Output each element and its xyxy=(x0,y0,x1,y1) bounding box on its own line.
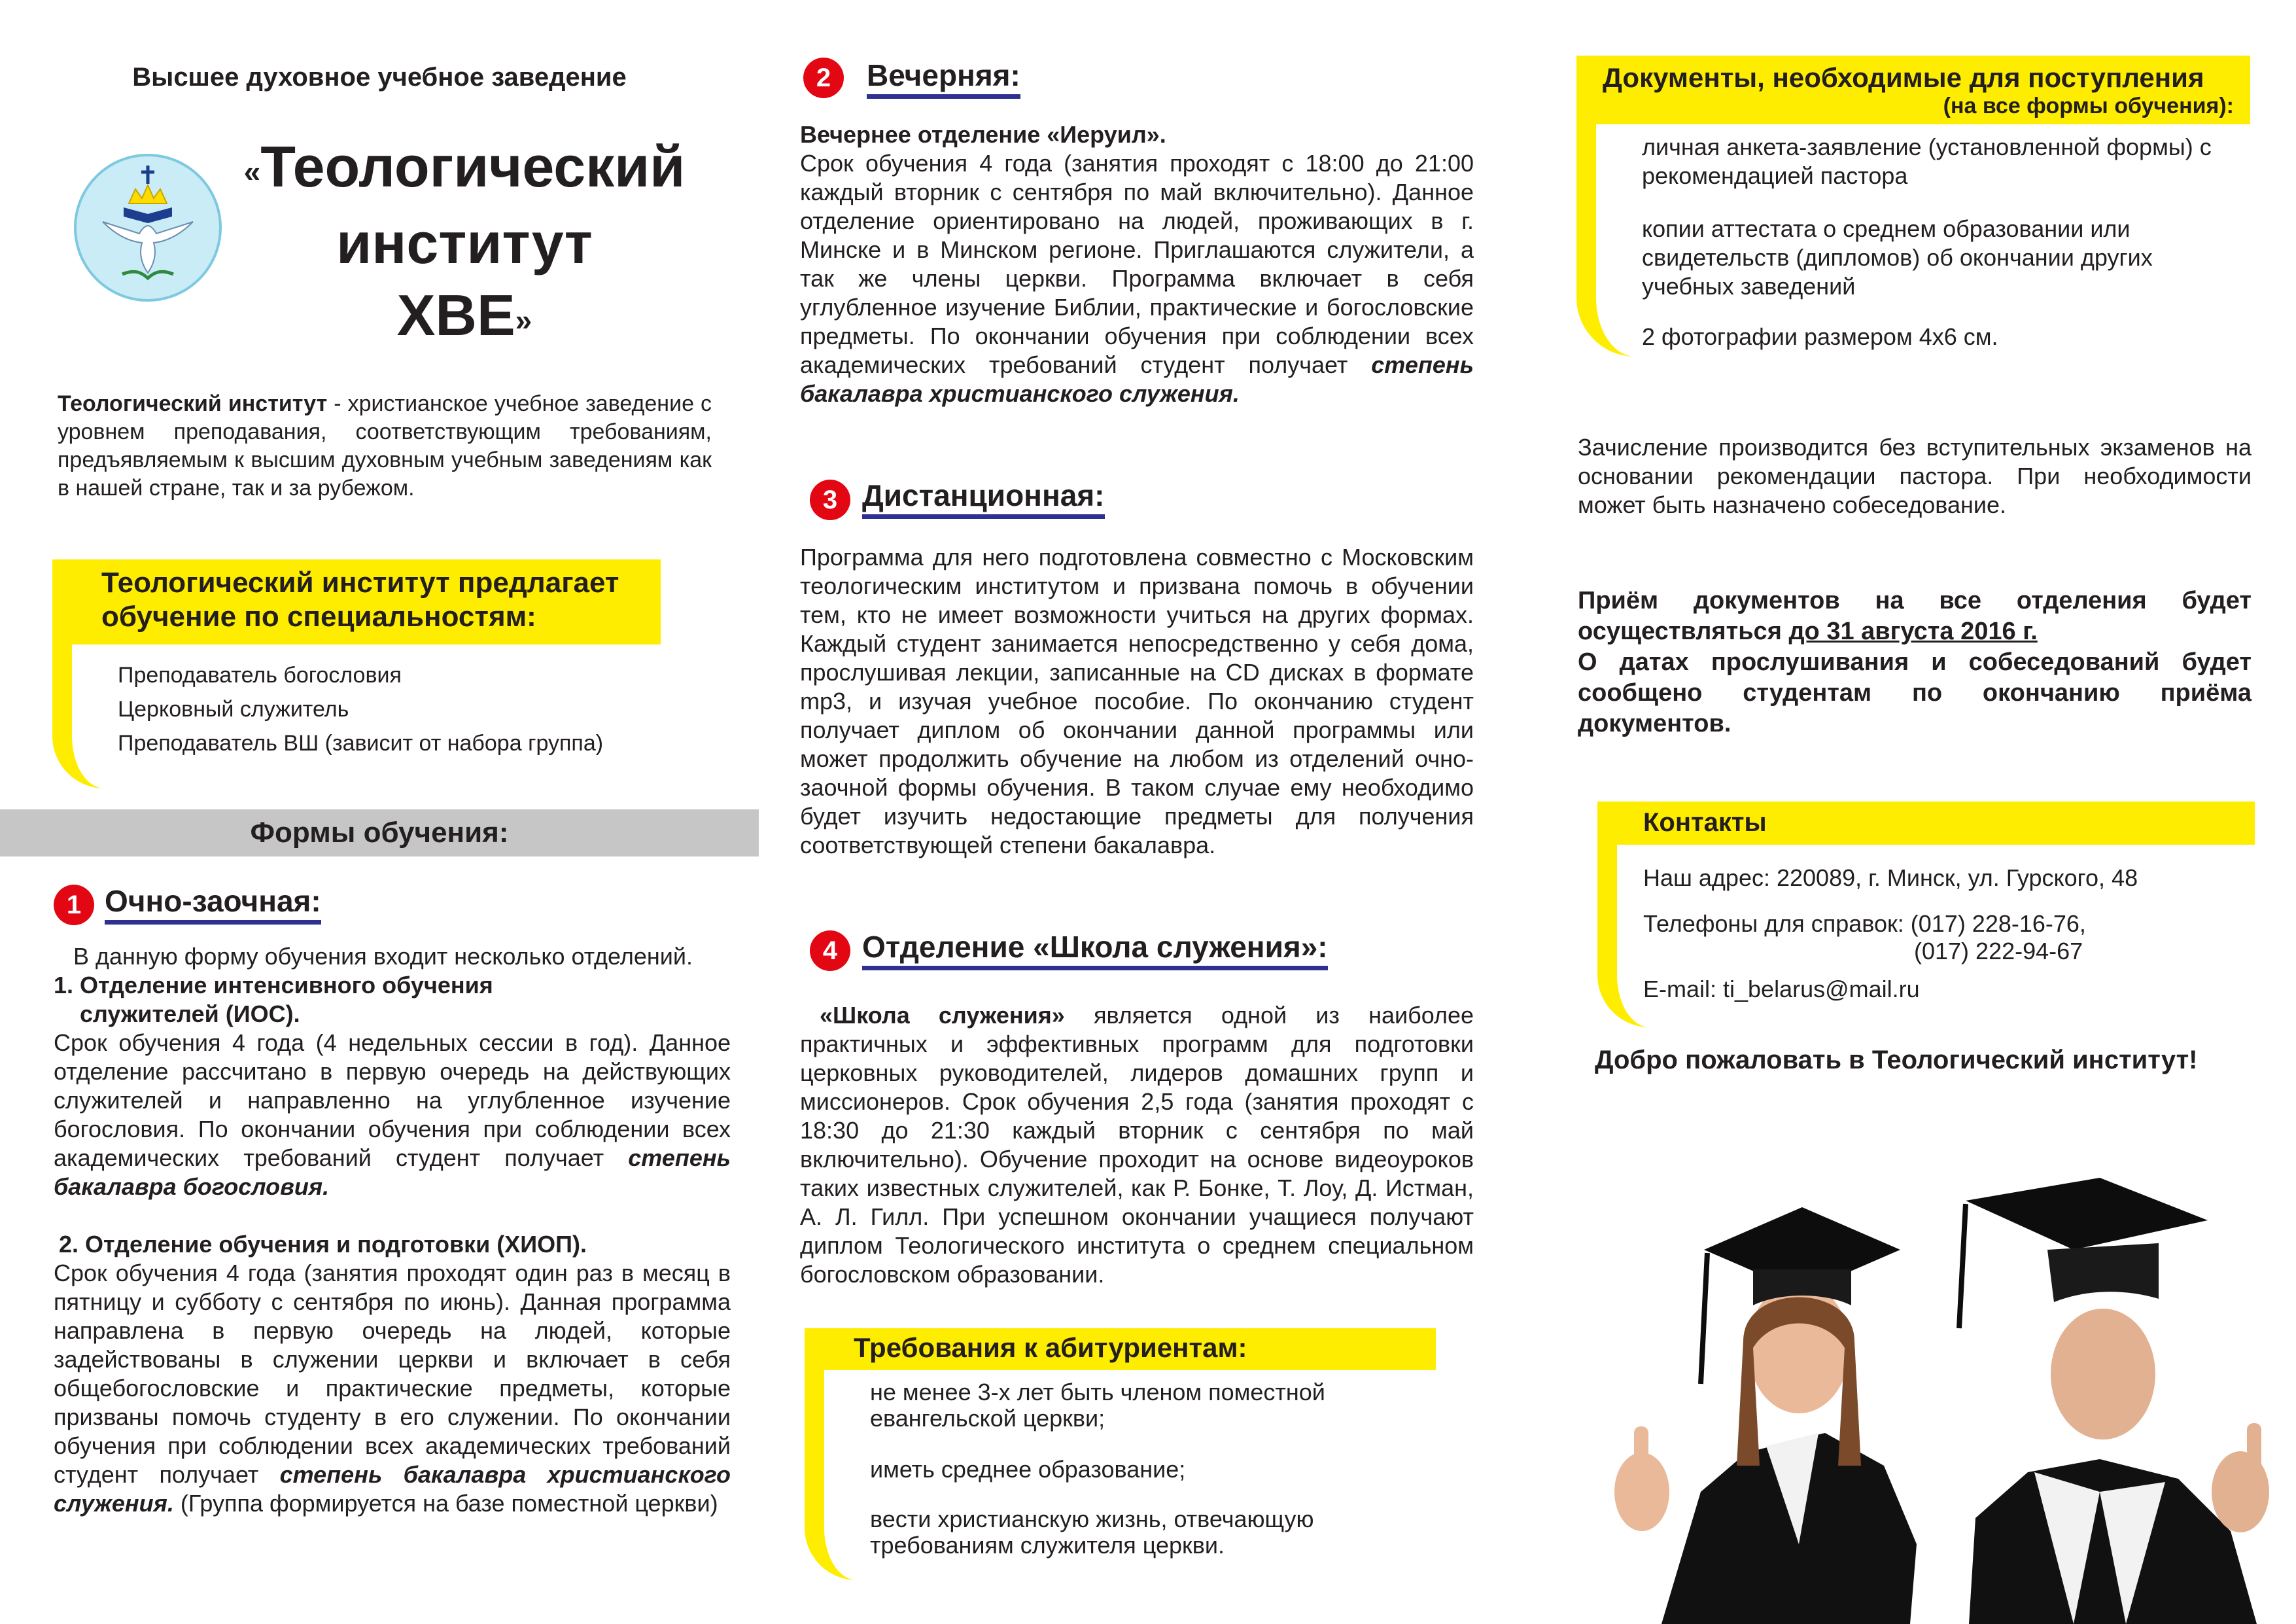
dept2-note: (Группа формируется на базе поместной церкви) xyxy=(173,1490,718,1517)
contact-phones: Телефоны для справок: (017) 228-16-76, xyxy=(1643,910,2086,937)
deadline-text xyxy=(1578,586,2252,647)
dept1-description: Срок обучения 4 года (4 недельных сессии в год). Данное отделение рассчитано в первую очередь на действующих служителей и направленно на углубленное изучение богословия. По окончании обучения при соблюдении всех академических требований студент получает xyxy=(54,1029,731,1171)
dept1-title-line-2: служителей (ИОС). xyxy=(80,1000,300,1027)
contact-address: Наш адрес: 220089, г. Минск, ул. Гурского, 48 xyxy=(1643,864,2138,891)
document-item: копии аттестата о среднем образовании или свидетельств (дипломов) об окончании других учебных заведений xyxy=(1642,215,2153,300)
form4-bold: «Школа служения» xyxy=(820,1002,1065,1029)
requirement-item: вести христианскую жизнь, отвечающую требованиям служителя церкви. xyxy=(870,1506,1314,1559)
dept2-title: 2. Отделение обучения и подготовки (ХИОП). xyxy=(59,1231,587,1258)
dept1-degree: степень бакалавра богословия. xyxy=(54,1144,731,1200)
contact-phone-2: (017) 222-94-67 xyxy=(1914,938,2083,964)
form4-description: является одной из наиболее практичных и эффективных программ для подготовки церковных руководителей, лидеров домашних групп и миссионеров. Срок обучения 2,5 года (занятия проходят с 18:30 до 21:30 каждый вторник с сентября по май включительно). Обучение проходит на основе видеоуроков таких известных служителей, как Р. Бонке, Т. Лоу, Д. Истман, А. Л. Гилл. При успешном окончании учащиеся получают диплом Теологического института о среднем специальном богословском образовании. xyxy=(800,1002,1474,1288)
graduates-photo xyxy=(1603,1125,2283,1624)
requirement-item: не менее 3-х лет быть членом поместной евангельской церкви; xyxy=(870,1379,1325,1432)
dept2-text xyxy=(54,1259,731,1518)
documents-box xyxy=(1576,56,2289,357)
dept2-description: Срок обучения 4 года (занятия проходят один раз в месяц в пятницу и субботу с сентября по июнь). Данная программа направлена в первую очередь на людей, которые задействованы в служении церкви и включает в себя общебогословские и практические предметы, которые призваны помочь студенту в его служении. По окончании обучения при соблюдении всех академических требований студент получает xyxy=(54,1260,731,1488)
form4-text xyxy=(800,1001,1474,1289)
form2-title: Вечерняя: xyxy=(867,58,1020,99)
intro-paragraph xyxy=(58,390,712,503)
document-item: личная анкета-заявление (установленной формы) с рекомендацией пастора xyxy=(1642,133,2212,189)
column-right xyxy=(1518,0,2296,1624)
documents-heading: Документы, необходимые для поступления xyxy=(1603,62,2204,93)
form-number-badge: 3 xyxy=(810,480,850,520)
form-number-badge: 4 xyxy=(810,930,850,971)
title-quote-open: « xyxy=(243,154,261,188)
form3-text: Программа для него подготовлена совместно с Московским теологическим институтом и призвана помочь в обучении тем, кто не имеет возможности учиться на других формах. Каждый студент занимается непосредственно у себя дома, прослушивая лекции, записанные на CD дисках в формате mp3, и изучая учебное пособие. По окончанию студент получает диплом об окончании данной программы или может продолжить обучение на любом из отделений очно-заочной формы обучения. В таком случае ему необходимо будет изучить недостающие предметы для получения соответствующей степени бакалавра. xyxy=(800,544,1474,858)
form3-title: Дистанционная: xyxy=(862,478,1105,519)
intro-bold: Теологический институт xyxy=(58,391,328,416)
institution-type: Высшее духовное учебное заведение xyxy=(132,63,627,92)
dept1-text xyxy=(54,1029,731,1201)
intro-rest: - христианское учебное заведение с уровнем преподавания, соответствующим требованиям, предъявляемым к высшим духовным учебным заведениям как в нашей стране, так и за рубежом. xyxy=(58,391,712,501)
contact-email[interactable]: E-mail: ti_belarus@mail.ru xyxy=(1643,976,1920,1002)
institute-title xyxy=(229,131,700,356)
title-line-3: ХВЕ xyxy=(396,282,515,347)
form1-title: Очно-заочная: xyxy=(105,883,321,925)
institute-logo xyxy=(74,154,222,302)
form2-subtitle: Вечернее отделение «Иеруил». xyxy=(800,121,1166,148)
form2-text xyxy=(800,149,1474,408)
specialty-item: Преподаватель ВШ (зависит от набора группа) xyxy=(118,731,604,756)
title-line-1: Теологический xyxy=(260,134,686,199)
requirements-heading: Требования к абитуриентам: xyxy=(854,1332,1247,1363)
title-line-2: институт xyxy=(336,210,593,275)
dept1-title-line-1: 1. Отделение интенсивного обучения xyxy=(54,972,493,998)
specialty-item: Церковный служитель xyxy=(118,697,349,722)
form1-body xyxy=(54,942,731,1518)
column-left xyxy=(0,0,759,1624)
requirement-item: иметь среднее образование; xyxy=(870,1456,1186,1483)
contacts-box xyxy=(1597,802,2291,1027)
specialties-box xyxy=(52,559,765,788)
documents-heading-bg xyxy=(1596,56,2250,124)
contacts-heading-bg xyxy=(1617,802,2255,845)
title-quote-close: » xyxy=(515,302,532,337)
forms-heading: Формы обучения: xyxy=(0,809,759,856)
form1-intro: В данную форму обучения входит несколько отделений. xyxy=(73,943,693,970)
specialties-heading-bg xyxy=(72,559,661,644)
form2-description: Срок обучения 4 года (занятия проходят с 18:00 до 21:00 каждый вторник с сентября по май включительно). Данное отделение ориентировано на людей, проживающих в г. Минске и в Минском регионе. Приглашаются служители, а так же члены церкви. Программа включает в себя углубленное изучение Библии, практические и богословские предметы. По окончании обучения при соблюдении всех академических требований студент получает xyxy=(800,150,1474,378)
requirements-heading-bg xyxy=(824,1328,1436,1370)
contacts-heading: Контакты xyxy=(1643,808,1767,837)
form-number-badge: 1 xyxy=(54,885,94,925)
deadline-intro: Приём документов на все отделения будет осуществляться xyxy=(1578,587,2252,645)
specialties-heading-line-1: Теологический институт предлагает xyxy=(101,567,619,599)
welcome-text: Добро пожаловать в Теологический институт! xyxy=(1595,1046,2198,1074)
spacer xyxy=(54,1201,731,1230)
form-number-badge: 2 xyxy=(803,58,844,98)
document-item: 2 фотографии размером 4х6 см. xyxy=(1642,323,1998,350)
specialties-heading xyxy=(101,566,619,634)
deadline-date: до 31 августа 2016 г. xyxy=(1788,618,2038,645)
form2-degree: степень бакалавра христианского служения. xyxy=(800,351,1474,407)
specialty-item: Преподаватель богословия xyxy=(118,663,402,688)
interview-text: О датах прослушивания и собеседований будет сообщено студентам по окончанию приёма документов. xyxy=(1578,648,2252,737)
column-middle xyxy=(759,0,1518,1624)
enrollment-text: Зачисление производится без вступительных экзаменов на основании рекомендации пастора. При необходимости может быть назначено собеседование. xyxy=(1578,434,2252,518)
documents-subheading: (на все формы обучения): xyxy=(1943,94,2234,118)
form2-body xyxy=(800,120,1474,408)
dept2-degree: степень бакалавра христианского служения. xyxy=(54,1461,731,1517)
form4-title: Отделение «Школа служения»: xyxy=(862,929,1328,970)
requirements-box xyxy=(805,1328,1472,1580)
specialties-heading-line-2: обучение по специальностям: xyxy=(101,601,536,633)
